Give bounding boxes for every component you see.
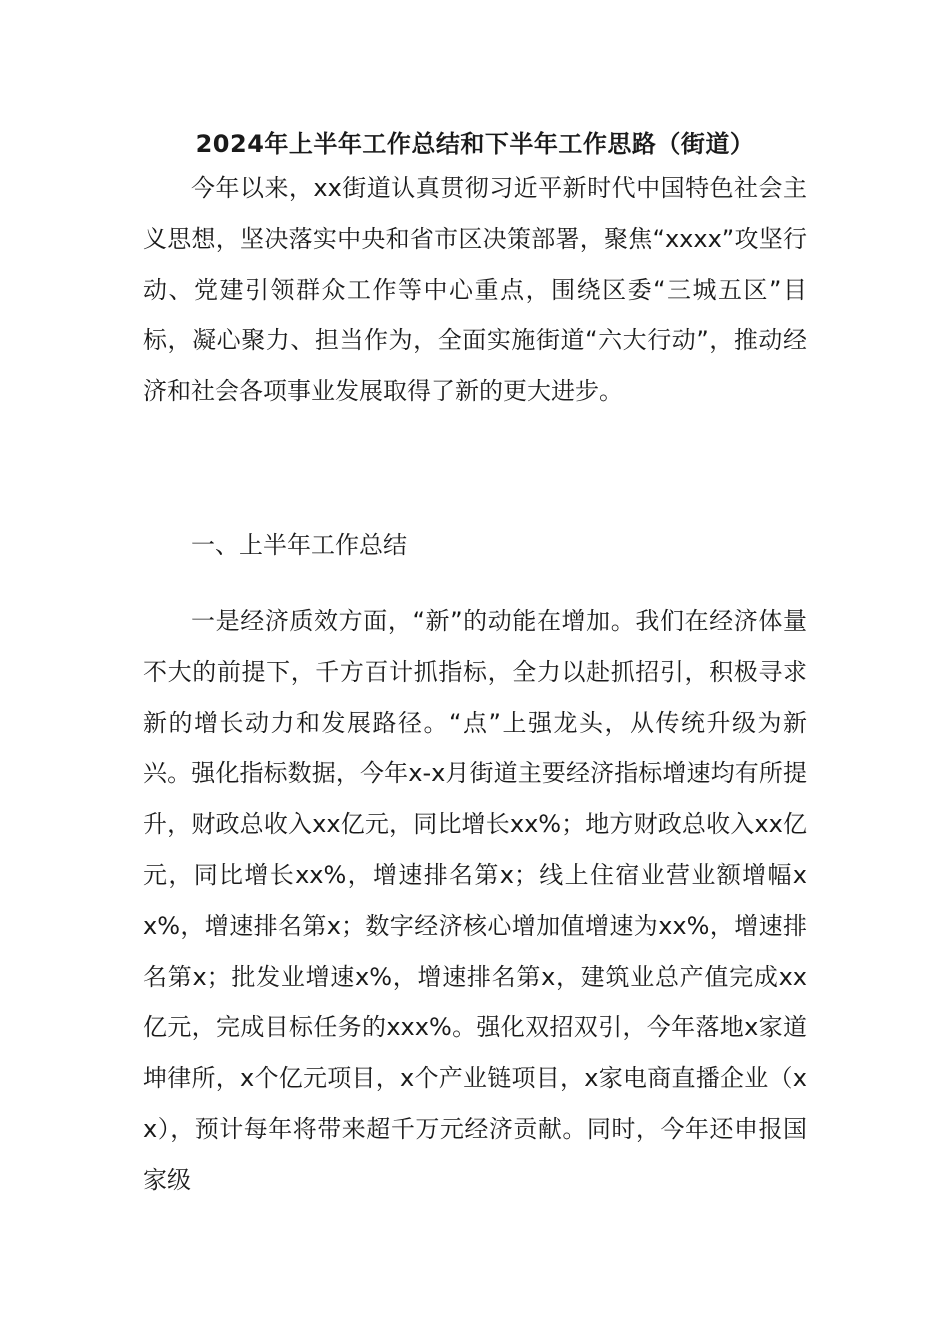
economy-paragraph: 一是经济质效方面，“新”的动能在增加。我们在经济体量不大的前提下，千方百计抓指标，全力以赴抓招引，积极寻求新的增长动力和发展路径。“点”上强龙头，从传统升级为新兴。强化指标数据，今年x-x月街道主要经济指标增速均有所提升，财政总收入xx亿元，同比增长xx%；地方财政总收入xx亿元，同比增长xx%，增速排名第x；线上住宿业营业额增幅xx%，增速排名第x；数字经济核心增加值增速为xx%，增速排名第x；批发业增速x%，增速排名第x，建筑业总产值完成xx亿元，完成目标任务的xxx%。强化双招双引，今年落地x家道坤律所，x个亿元项目，x个产业链项目，x家电商直播企业（xx），预计每年将带来超千万元经济贡献。同时，今年还申报国家级 <box>143 607 807 1194</box>
section-heading: 一、上半年工作总结 <box>191 531 407 559</box>
intro-paragraph: 今年以来，xx街道认真贯彻习近平新时代中国特色社会主义思想，坚决落实中央和省市区决策部署，聚焦“xxxx”攻坚行动、党建引领群众工作等中心重点，围绕区委“三城五区”目标，凝心聚力、担当作为，全面实施街道“六大行动”，推动经济和社会各项事业发展取得了新的更大进步。 <box>143 174 807 406</box>
document-title: 2024年上半年工作总结和下半年工作思路（街道） <box>195 130 755 158</box>
